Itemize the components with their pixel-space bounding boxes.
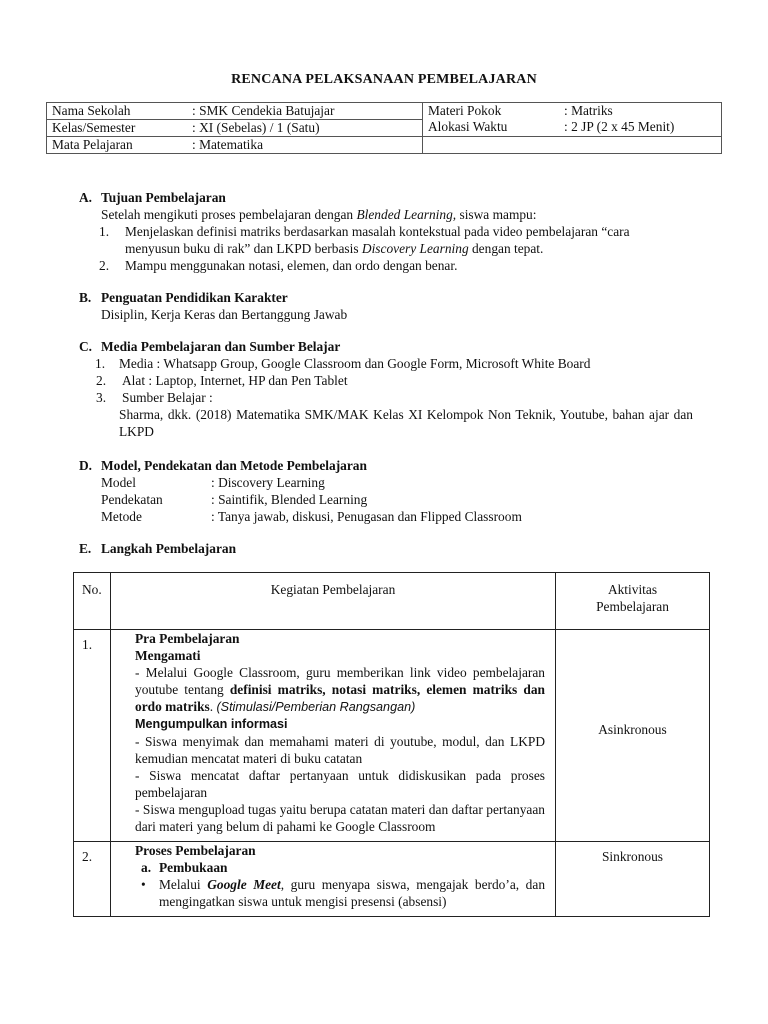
- section-b-heading: B. Penguatan Pendidikan Karakter: [79, 290, 288, 305]
- section-a-heading: A. Tujuan Pembelajaran: [79, 190, 226, 205]
- step-heading: Mengamati: [135, 648, 201, 663]
- column-header-no: No.: [74, 573, 111, 630]
- column-header-activity: Kegiatan Pembelajaran: [111, 573, 556, 630]
- list-item: 2. Alat : Laptop, Internet, HP dan Pen Tablet: [96, 373, 348, 388]
- objective-list: [79, 223, 719, 274]
- activity-mode: Sinkronous: [556, 842, 710, 917]
- table-row: [74, 842, 710, 917]
- section-d-heading: D. Model, Pendekatan dan Metode Pembelajaran: [79, 458, 367, 473]
- list-item: 3. Sumber Belajar :: [96, 390, 213, 405]
- class-semester-value: : XI (Sebelas) / 1 (Satu): [192, 120, 320, 135]
- section-a-intro: Setelah mengikuti proses pembelajaran dengan Blended Learning, siswa mampu:: [101, 207, 537, 222]
- model-row: Model : Discovery Learning: [101, 475, 325, 490]
- info-cell-class: [47, 120, 423, 137]
- row-number: 1.: [74, 630, 111, 842]
- activity-cell: [111, 842, 556, 917]
- phase-heading: Proses Pembelajaran: [135, 843, 256, 858]
- step-text: - Siswa mengupload tugas yaitu berupa catatan materi dan daftar pertanyaan dari materi yang belum di pahami ke Google Classroom: [135, 802, 545, 834]
- approach-row: Pendekatan : Saintifik, Blended Learning: [101, 492, 368, 507]
- subject-label: Mata Pelajaran: [52, 137, 133, 152]
- media-list: [79, 355, 719, 406]
- time-allocation-label: Alokasi Waktu: [428, 119, 508, 134]
- activity-mode: Asinkronous: [556, 630, 710, 842]
- list-item: • Melalui Google Meet, guru menyapa siswa, mengajak berdo’a, dan mengingatkan siswa untuk mengisi presensi (absensi): [141, 877, 546, 909]
- step-heading: a. Pembukaan: [141, 860, 228, 875]
- subject-value: : Matematika: [192, 137, 264, 152]
- section-a: [79, 189, 719, 274]
- step-text: - Siswa menyimak dan memahami materi di youtube, modul, dan LKPD kemudian mencatat materi di buku catatan: [135, 734, 545, 766]
- step-text: - Siswa mencatat daftar pertanyaan untuk didiskusikan pada proses pembelajaran: [135, 768, 545, 800]
- activity-cell: [111, 630, 556, 842]
- school-info-table: [46, 102, 722, 154]
- method-row: Metode : Tanya jawab, diskusi, Penugasan dan Flipped Classroom: [101, 509, 522, 524]
- step-heading: Mengumpulkan informasi: [135, 717, 288, 731]
- list-item: 1. Media : Whatsapp Group, Google Classroom dan Google Form, Microsoft White Board: [95, 356, 591, 371]
- info-cell-empty: [423, 137, 722, 154]
- school-name-value: : SMK Cendekia Batujajar: [192, 103, 335, 118]
- list-item: 2. Mampu menggunakan notasi, elemen, dan ordo dengan benar.: [99, 258, 458, 273]
- phase-heading: Pra Pembelajaran: [135, 631, 240, 646]
- learning-source: Sharma, dkk. (2018) Matematika SMK/MAK Kelas XI Kelompok Non Teknik, Youtube, bahan ajar dan LKPD: [119, 407, 693, 439]
- row-number: 2.: [74, 842, 111, 917]
- section-c-heading: C. Media Pembelajaran dan Sumber Belajar: [79, 339, 341, 354]
- table-row: [74, 630, 710, 842]
- section-b: [79, 289, 719, 323]
- section-e: [79, 540, 719, 557]
- section-c: [79, 338, 719, 440]
- time-allocation-value: : 2 JP (2 x 45 Menit): [564, 119, 675, 134]
- learning-steps-table: [73, 572, 710, 917]
- column-header-mode: Aktivitas Pembelajaran: [556, 573, 710, 630]
- list-item: 1. Menjelaskan definisi matriks berdasarkan masalah kontekstual pada video pembelajaran “cara menyusun buku di rak” dan LKPD berbasis Discovery Learning dengan tepat.: [99, 224, 630, 256]
- document-title: RENCANA PELAKSANAAN PEMBELAJARAN: [231, 72, 537, 87]
- info-cell-topic: [423, 103, 722, 137]
- section-e-heading: E. Langkah Pembelajaran: [79, 541, 237, 556]
- character-values: Disiplin, Kerja Keras dan Bertanggung Jawab: [101, 307, 348, 322]
- topic-value: : Matriks: [564, 103, 613, 118]
- info-cell-school: [47, 103, 423, 120]
- class-semester-label: Kelas/Semester: [52, 120, 136, 135]
- topic-label: Materi Pokok: [428, 103, 502, 118]
- step-text: - Melalui Google Classroom, guru memberikan link video pembelajaran youtube tentang definisi matriks, notasi matriks, elemen matriks dan ordo matriks. (Stimulasi/Pemberian Rangsangan): [135, 665, 545, 714]
- info-cell-subject: [47, 137, 423, 154]
- bullet-icon: •: [141, 877, 146, 892]
- school-name-label: Nama Sekolah: [52, 103, 131, 118]
- section-d: [79, 457, 719, 525]
- table-header-row: [74, 573, 710, 630]
